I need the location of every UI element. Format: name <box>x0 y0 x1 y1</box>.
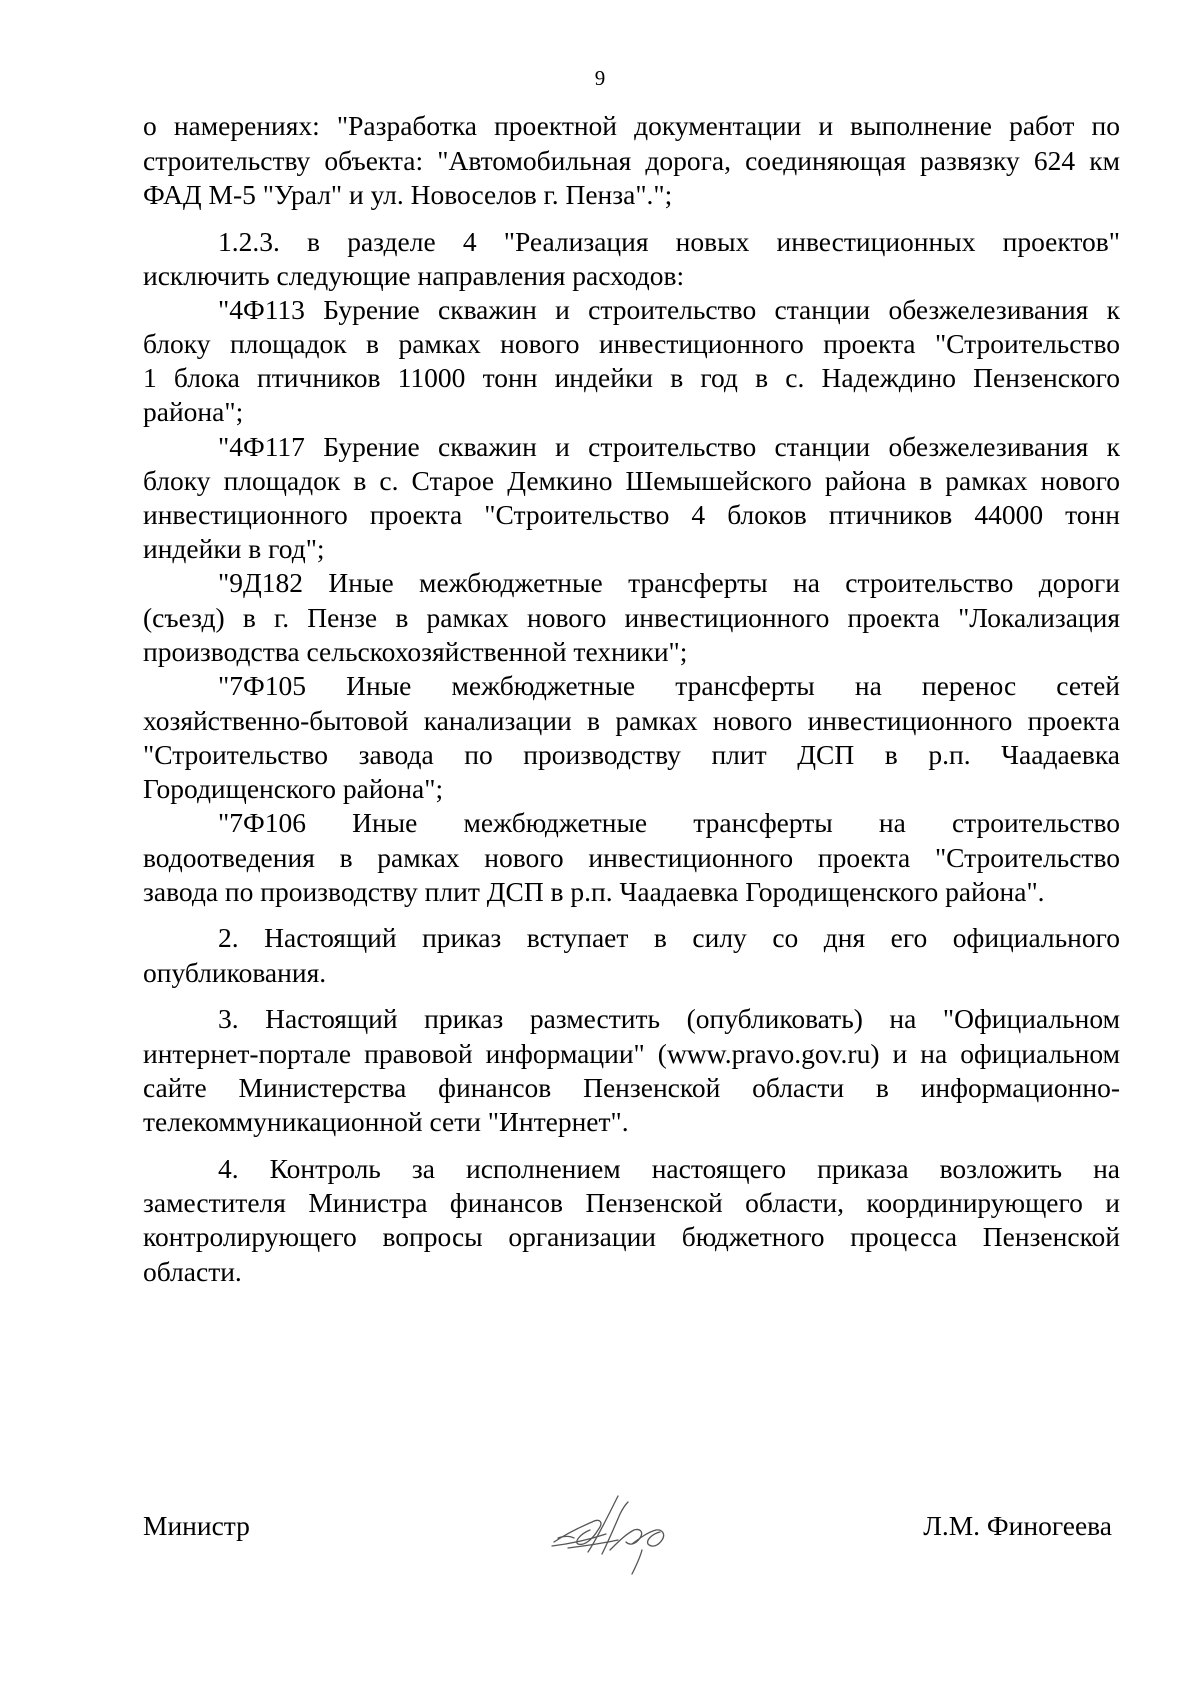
text-line: о намерениях: "Разработка проектной документации и выполнение работ по <box>143 110 1120 141</box>
text-line: интернет-портале правовой информации" (www.pravo.gov.ru) и на официальном <box>143 1038 1120 1069</box>
text-line: индейки в год"; <box>143 533 325 564</box>
text-line: "7Ф106 Иные межбюджетные трансферты на строительство <box>218 807 1120 838</box>
text-line: 3. Настоящий приказ разместить (опубликовать) на "Официальном <box>218 1003 1120 1034</box>
text-line: блоку площадок в рамках нового инвестиционного проекта "Строительство <box>143 328 1120 359</box>
text-line: "4Ф113 Бурение скважин и строительство станции обезжелезивания к <box>218 294 1120 325</box>
text-line: хозяйственно-бытовой канализации в рамках нового инвестиционного проекта <box>143 705 1120 736</box>
text-line: 1.2.3. в разделе 4 "Реализация новых инвестиционных проектов" <box>218 226 1120 257</box>
handwritten-signature <box>548 1488 680 1580</box>
text-line: "4Ф117 Бурение скважин и строительство станции обезжелезивания к <box>218 431 1120 462</box>
text-line: Городищенского района"; <box>143 773 444 804</box>
signatory-title: Министр <box>143 1510 250 1541</box>
text-line: сайте Министерства финансов Пензенской области в информационно- <box>143 1072 1120 1103</box>
text-line: ФАД М-5 "Урал" и ул. Новоселов г. Пенза"."; <box>143 179 673 210</box>
text-line: (съезд) в г. Пензе в рамках нового инвестиционного проекта "Локализация <box>143 602 1120 633</box>
text-line: контролирующего вопросы организации бюджетного процесса Пензенской <box>143 1221 1120 1252</box>
page-number: 9 <box>594 66 606 90</box>
text-line: "9Д182 Иные межбюджетные трансферты на строительство дороги <box>218 567 1120 598</box>
text-line: 2. Настоящий приказ вступает в силу со дня его официального <box>218 922 1120 953</box>
text-line: производства сельскохозяйственной техники"; <box>143 636 688 667</box>
text-line: инвестиционного проекта "Строительство 4 блоков птичников 44000 тонн <box>143 499 1120 530</box>
text-line: завода по производству плит ДСП в р.п. Чаадаевка Городищенского района". <box>143 876 1045 907</box>
text-line: заместителя Министра финансов Пензенской области, координирующего и <box>143 1187 1120 1218</box>
signatory-name: Л.М. Финогеева <box>923 1510 1112 1541</box>
text-line: строительству объекта: "Автомобильная дорога, соединяющая развязку 624 км <box>143 145 1120 176</box>
text-line: 4. Контроль за исполнением настоящего приказа возложить на <box>218 1153 1120 1184</box>
text-line: области. <box>143 1256 242 1287</box>
text-line: водоотведения в рамках нового инвестиционного проекта "Строительство <box>143 842 1120 873</box>
text-line: 1 блока птичников 11000 тонн индейки в год в с. Надеждино Пензенского <box>143 362 1120 393</box>
text-line: опубликования. <box>143 957 327 988</box>
text-line: телекоммуникационной сети "Интернет". <box>143 1106 629 1137</box>
text-line: района"; <box>143 396 244 427</box>
text-line: исключить следующие направления расходов: <box>143 260 685 291</box>
text-line: "Строительство завода по производству плит ДСП в р.п. Чаадаевка <box>143 739 1120 770</box>
text-line: блоку площадок в с. Старое Демкино Шемышейского района в рамках нового <box>143 465 1120 496</box>
text-line: "7Ф105 Иные межбюджетные трансферты на перенос сетей <box>218 670 1120 701</box>
